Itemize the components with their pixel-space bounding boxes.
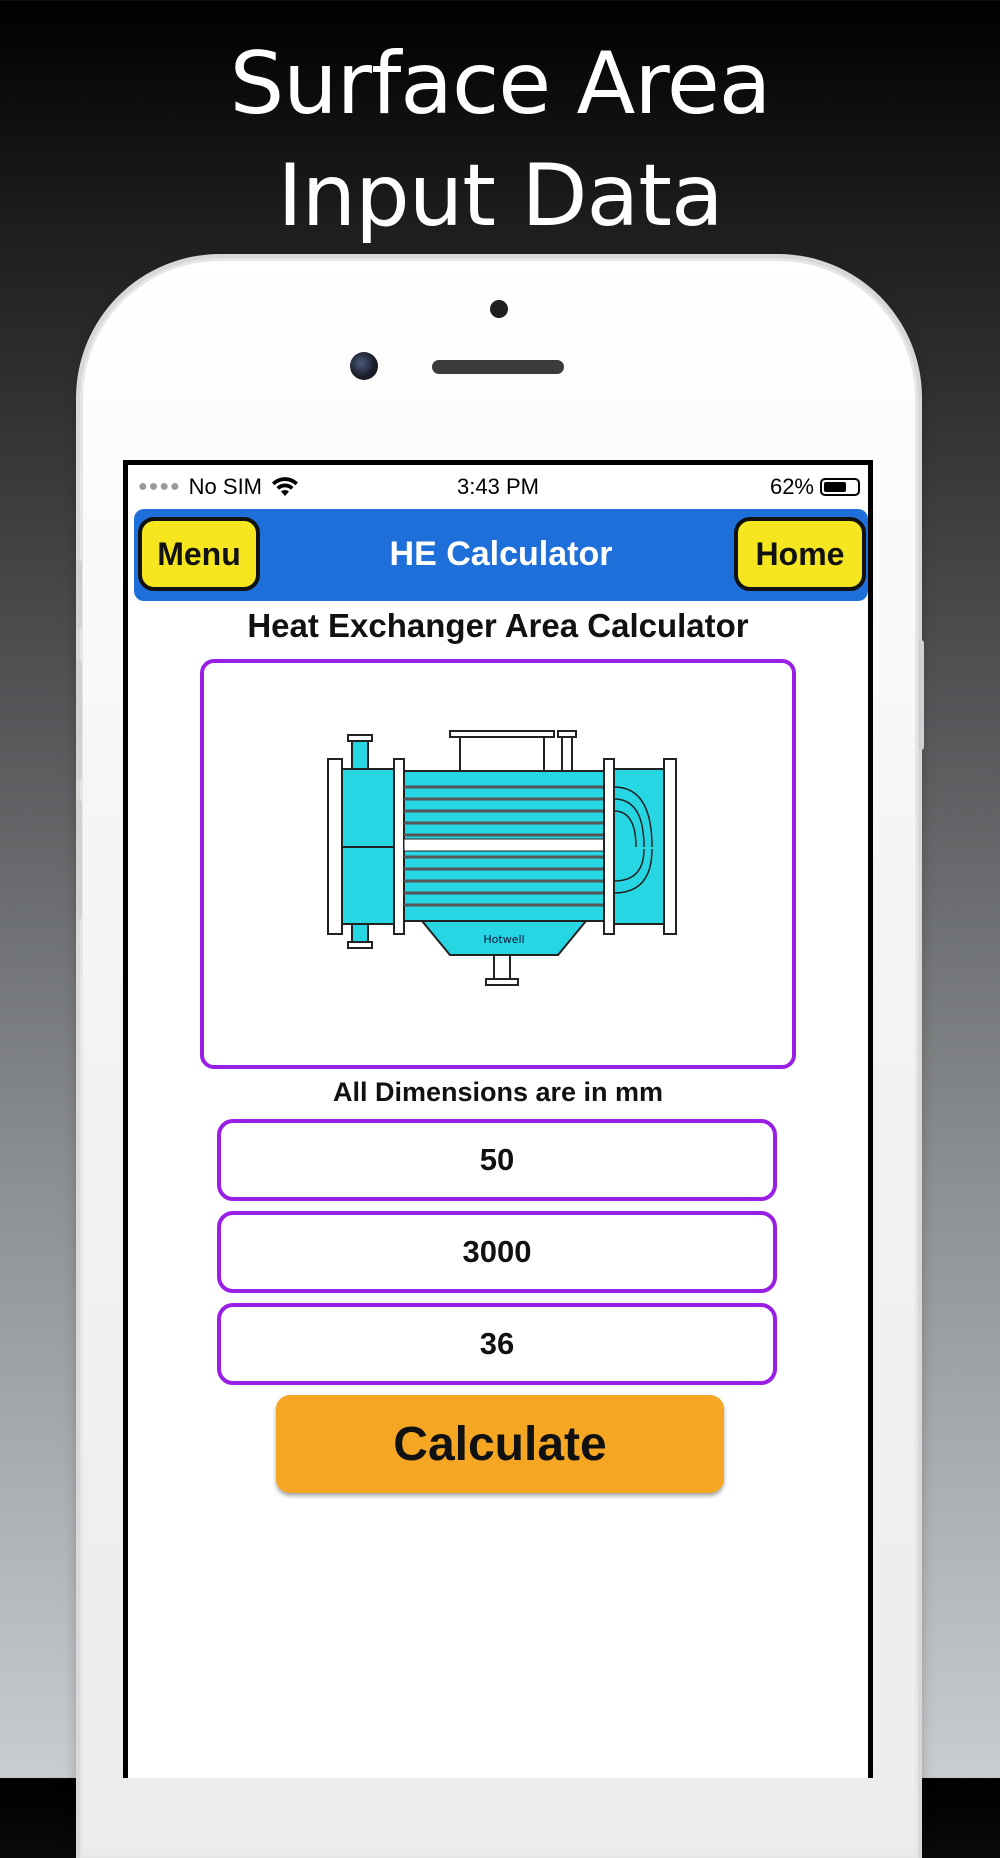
input-field-3[interactable]: 36 [217,1303,777,1385]
status-time: 3:43 PM [457,474,539,499]
promo-title-line2: Input Data [277,146,723,246]
phone-side-button [76,660,82,780]
nav-bar [134,509,868,601]
page-title: Heat Exchanger Area Calculator [247,607,749,644]
phone-side-button [76,800,82,920]
hotwell-label: Hotwell [483,933,525,946]
calculate-button[interactable]: Calculate [276,1395,724,1493]
promo-title-line1: Surface Area [229,34,771,134]
nav-title: HE Calculator [389,535,613,573]
phone-side-button [918,640,924,750]
carrier-label: No SIM [188,474,263,499]
input-field-2[interactable]: 3000 [217,1211,777,1293]
signal-dots-icon: ●●●● [138,478,181,495]
app-screen [123,460,873,1778]
input-field-1[interactable]: 50 [217,1119,777,1201]
battery-percent: 62% [769,474,814,499]
menu-button[interactable]: Menu [138,517,260,591]
promo-title [0,28,1000,252]
proximity-sensor [490,300,508,318]
home-button[interactable]: Home [734,517,866,591]
front-camera [350,352,378,380]
dimensions-note: All Dimensions are in mm [332,1077,664,1107]
battery-icon [820,478,860,496]
status-bar [128,465,868,509]
phone-side-button [76,560,82,630]
diagram-frame [200,659,796,1069]
earpiece-speaker [432,360,564,374]
heat-exchanger-diagram [322,729,682,999]
